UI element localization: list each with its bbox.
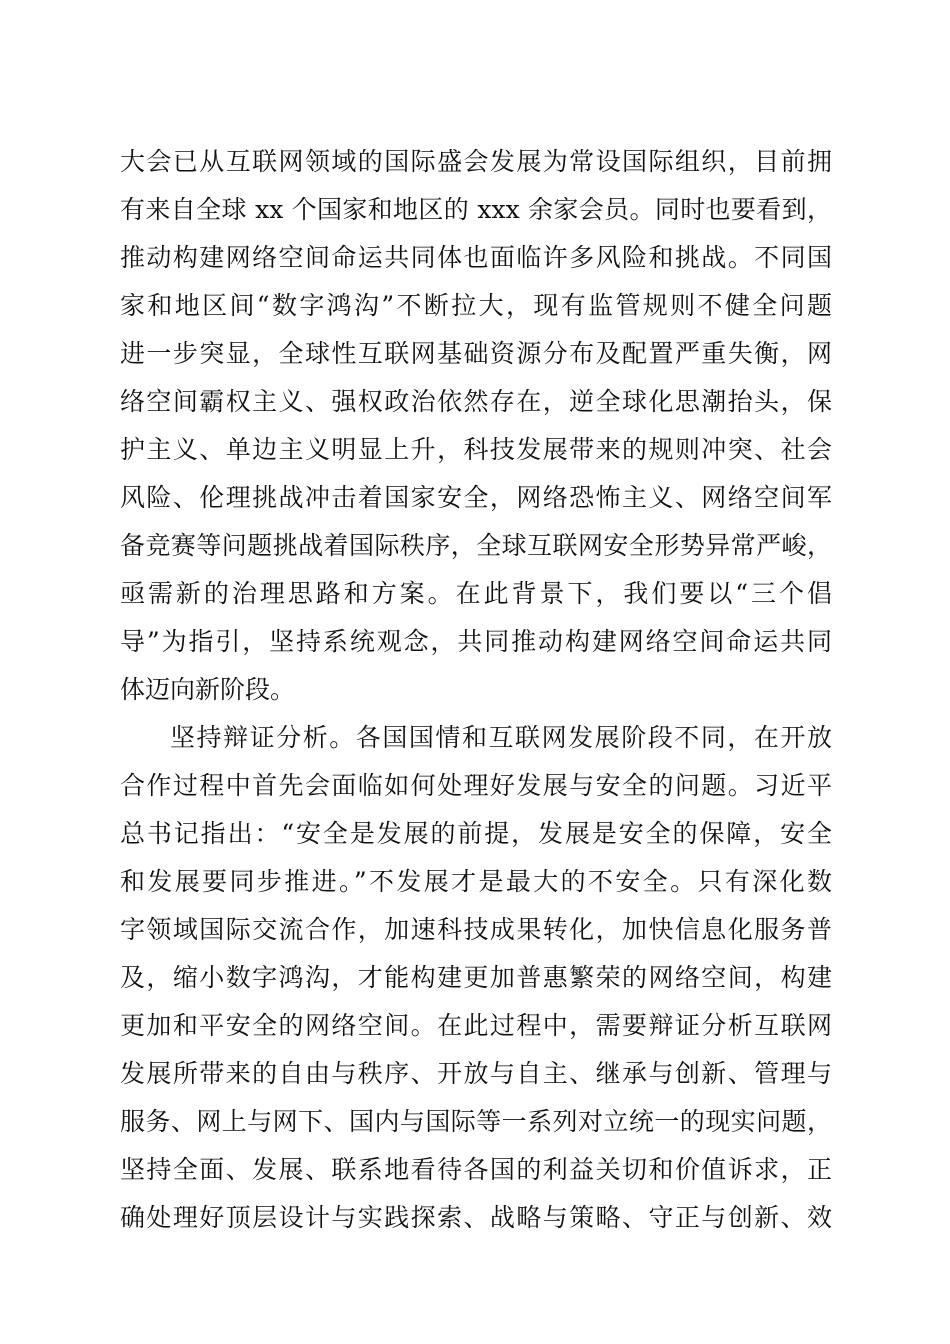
paragraph-line: 更加和平安全的网络空间。在此过程中，需要辩证分析互联网 xyxy=(120,1011,832,1040)
paragraph-2 xyxy=(120,714,832,1242)
paragraph-line: 体迈向新阶段。 xyxy=(120,675,296,704)
paragraph-line: 总书记指出：“安全是发展的前提，发展是安全的保障，安全 xyxy=(120,819,832,848)
paragraph-line: 风险、伦理挑战冲击着国家安全，网络恐怖主义、网络空间军 xyxy=(120,483,832,512)
paragraph-line: 亟需新的治理思路和方案。在此背景下，我们要以“三个倡 xyxy=(120,579,832,608)
paragraph-line: 推动构建网络空间命运共同体也面临许多风险和挑战。不同国 xyxy=(120,243,832,272)
paragraph-line: 络空间霸权主义、强权政治依然存在，逆全球化思潮抬头，保 xyxy=(120,387,832,416)
paragraph-line: 进一步突显，全球性互联网基础资源分布及配置严重失衡，网 xyxy=(120,339,832,368)
paragraph-line: 家和地区间“数字鸿沟”不断拉大，现有监管规则不健全问题 xyxy=(120,291,832,320)
paragraph-line: 服务、网上与网下、国内与国际等一系列对立统一的现实问题， xyxy=(120,1107,832,1136)
paragraph-line: 及，缩小数字鸿沟，才能构建更加普惠繁荣的网络空间，构建 xyxy=(120,963,832,992)
paragraph-line: 发展所带来的自由与秩序、开放与自主、继承与创新、管理与 xyxy=(120,1059,832,1088)
paragraph-line: 有来自全球 xx 个国家和地区的 xxx 余家会员。同时也要看到， xyxy=(120,195,832,224)
paragraph-line: 备竞赛等问题挑战着国际秩序，全球互联网安全形势异常严峻， xyxy=(120,531,832,560)
paragraph-line: 大会已从互联网领域的国际盛会发展为常设国际组织，目前拥 xyxy=(120,147,832,176)
paragraph-line: 导”为指引，坚持系统观念，共同推动构建网络空间命运共同 xyxy=(120,627,832,656)
paragraph-line: 护主义、单边主义明显上升，科技发展带来的规则冲突、社会 xyxy=(120,435,832,464)
paragraph-1 xyxy=(120,138,832,714)
body-text xyxy=(120,138,832,1242)
paragraph-line: 字领域国际交流合作，加速科技成果转化，加快信息化服务普 xyxy=(120,915,832,944)
paragraph-line: 坚持全面、发展、联系地看待各国的利益关切和价值诉求，正 xyxy=(120,1155,832,1184)
paragraph-line: 坚持辩证分析。各国国情和互联网发展阶段不同，在开放 xyxy=(170,723,832,752)
paragraph-line: 确处理好顶层设计与实践探索、战略与策略、守正与创新、效 xyxy=(120,1203,832,1232)
paragraph-line: 合作过程中首先会面临如何处理好发展与安全的问题。习近平 xyxy=(120,771,832,800)
paragraph-line: 和发展要同步推进。”不发展才是最大的不安全。只有深化数 xyxy=(120,867,832,896)
